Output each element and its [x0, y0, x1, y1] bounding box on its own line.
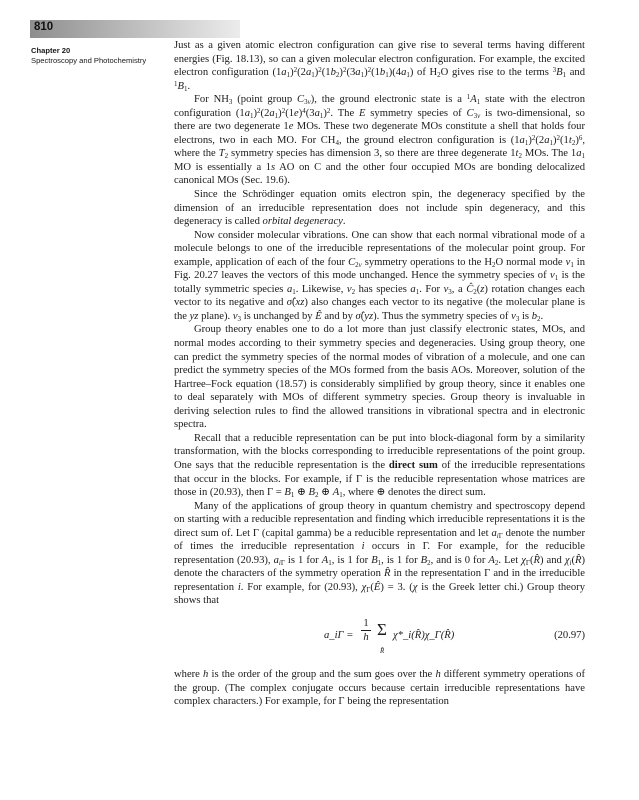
fraction-numerator: 1: [361, 617, 371, 631]
summation-index: R̂: [380, 646, 385, 655]
summation-symbol: Σ: [377, 619, 387, 639]
paragraph: For $NH_3$ (point group $C_{3v}$), the ground electronic state is a $^1A_1$ state with the electron configuration $(1a_1)^2(2a_1)^2(1e)^4(3a_1)^2$. The E symmetry species of $C_{3v}$ is two-dimensional, so there are two degenerate 1e MOs. These two degenerate MOs constitute a shell that holds four electrons, two in each MO. For $CH_4$, the ground electron configuration is $(1a_1)^2(2a_1)^2(1t_2)^6$, where the $T_2$ symmetry species has dimension 3, so there are three degenerate $1t_2$ MOs. The $1a_1$ MO is essentially a 1s AO on C and the other four occupied MOs are bonding delocalized canonical MOs (Sec. 19.6).: [174, 93, 586, 187]
paragraph: Since the Schrödinger equation omits electron spin, the degeneracy specified by the dimension of an irreducible representation does not include spin degeneracy, and this degeneracy is called orbital degeneracy.: [174, 189, 585, 228]
paragraph: Group theory enables one to do a lot more than just classify electronic states, MOs, and normal modes according to their symmetry species and degeneracies. Using group theory, one can predict the symmetry species of the normal modes of vibration of a molecule, and one can predict the symmetry species of the MOs formed from the basis AOs. Moreover, solution of the Hartree–Fock equation (18.57) is considerably simplified by group theory, since it enables one to deal separately with MOs of different symmetry species. Group theory is invaluable in deriving selection rules to find the allowed transitions in vibrational spectra and in electronic spectra.: [174, 324, 585, 431]
equation-fraction: [361, 617, 371, 645]
chapter-number: Chapter 20: [31, 46, 71, 55]
page-number-bar: [30, 20, 240, 38]
equation-lhs: a_iΓ =: [324, 629, 354, 641]
paragraph: Now consider molecular vibrations. One can show that each normal vibrational mode of a molecule belongs to one of the irreducible representations of the molecular point group. For example, application of each of the four $C_{2v}$ symmetry operations to the $H_2O$ normal mode $\nu_1$ in Fig. 20.27 leaves the vectors of this mode unchanged. Hence the symmetry species of $\nu_1$ is the totally symmetric species $a_1$. Likewise, $\nu_2$ has species $a_1$. For $\nu_3$, a $Ĉ_2(z)$ rotation changes each vector to its negative and σ̂(xz) also changes each vector to its negative (the molecular plane is the yz plane). $\nu_3$ is unchanged by Ê and by σ̂(yz). Thus the symmetry species of $\nu_3$ is $b_2$.: [174, 229, 586, 323]
body-text: [174, 39, 585, 709]
running-header: [31, 46, 181, 66]
fraction-denominator: h: [363, 631, 369, 643]
equation-rhs: χ*_i(R̂)χ_Γ(R̂): [393, 629, 455, 641]
paragraph: Recall that a reducible representation can be put into block-diagonal form by a similarity transformation, with the blocks corresponding to irreducible representations of the point group. One says that the reducible representation is the direct sum of the irreducible representations that occur in the blocks. For example, if Γ is the reducible representation whose matrices are those in (20.93), then $\Gamma = B_1$ ⊕ $B_2$ ⊕ $A_1$, where ⊕ denotes the direct sum.: [174, 432, 586, 500]
equation-number: (20.97): [554, 629, 585, 641]
paragraph: Just as a given atomic electron configuration can give rise to several terms having different energies (Fig. 18.13), so can a given molecular electron configuration. For example, the excited electron configuration $(1a_1)^2(2a_1)^2(1b_2)^2(3a_1)^2(1b_1)(4a_1)$ of $H_2O$ gives rise to the terms $^3B_1$ and $^1B_1$.: [174, 40, 585, 93]
paragraph: Many of the applications of group theory in quantum chemistry and spectroscopy depend on starting with a reducible representation and finding which irreducible representations it is the direct sum of. Let Γ (capital gamma) be a reducible representation and let $a_{i\Gamma}$ denote the number of times the irreducible representation i occurs in Γ. For example, for the reducible representation (20.93), $a_{i\Gamma}$ is 1 for $A_1$, is 1 for $B_1$, is 1 for $B_2$, and is 0 for $A_2$. Let $\chi_\Gamma(R̂)$ and $\chi_i(R̂)$ denote the characters of the symmetry operation R̂ in the representation Γ and in the irreducible representation i. For example, for (20.93), $\chi_\Gamma(Ê) = 3$. (χ is the Greek letter chi.) Group theory shows that: [174, 500, 586, 607]
chapter-title: Spectroscopy and Photochemistry: [31, 56, 147, 65]
equation-20-97: [174, 612, 585, 662]
page-number: 810: [34, 21, 54, 33]
paragraph: where h is the order of the group and the sum goes over the h different symmetry operations of the group. (The complex conjugate occurs because certain irreducible representations have complex characters.) For example, for Γ being the representation: [174, 668, 585, 708]
